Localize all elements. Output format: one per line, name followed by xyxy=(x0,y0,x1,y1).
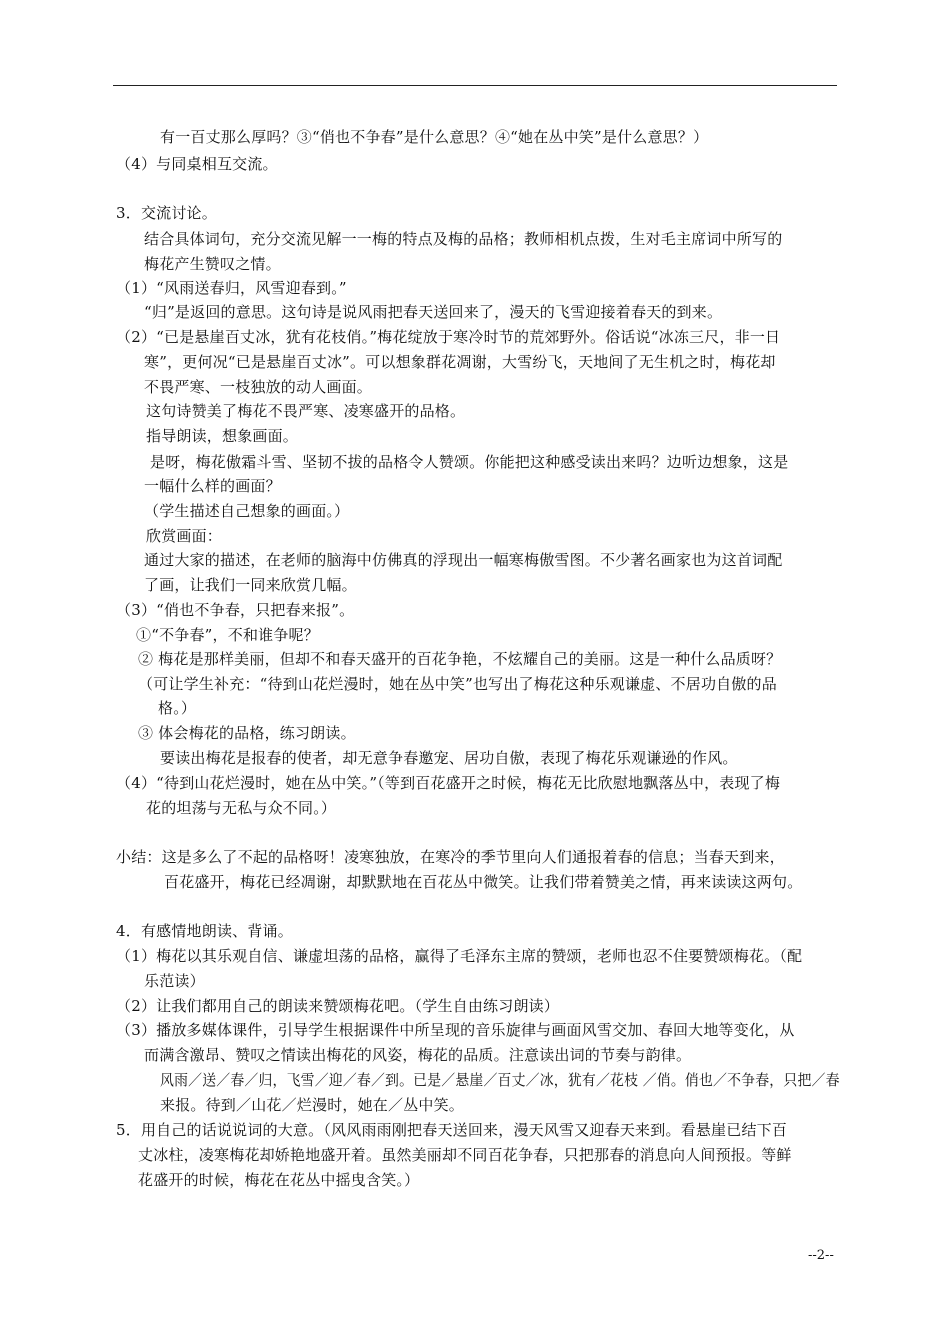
text-line: （1）梅花以其乐观自信、谦虚坦荡的品格，赢得了毛泽东主席的赞颂，老师也忍不住要赞颂梅花。（配 xyxy=(116,947,803,965)
text-line: 要读出梅花是报春的使者，却无意争春邀宠、居功自傲，表现了梅花乐观谦逊的作风。 xyxy=(160,749,738,767)
text-line: 格。） xyxy=(158,699,197,717)
text-line: 是呀，梅花傲霜斗雪、坚韧不拔的品格令人赞颂。你能把这种感受读出来吗？边听边想象，这是 xyxy=(150,453,789,471)
text-line: 而满含激昂、赞叹之情读出梅花的风姿，梅花的品质。注意读出词的节奏与韵律。 xyxy=(144,1046,692,1064)
text-line: 欣赏画面： xyxy=(146,527,223,545)
text-line: 有一百丈那么厚吗？③“俏也不争春”是什么意思？④“她在丛中笑”是什么意思？） xyxy=(160,128,709,146)
text-line: （3）“俏也不争春，只把春来报”。 xyxy=(116,601,355,619)
text-line: 花盛开的时候，梅花在花丛中摇曳含笑。） xyxy=(138,1171,420,1189)
text-line: （4）“待到山花烂漫时，她在丛中笑。”（等到百花盛开之时候，梅花无比欣慰地飘落丛中，表现了梅 xyxy=(116,774,781,792)
text-line: 梅花产生赞叹之情。 xyxy=(144,255,281,273)
text-line: 不畏严寒、一枝独放的动人画面。 xyxy=(144,378,373,396)
text-line: （1）“风雨送春归，风雪迎春到。” xyxy=(116,279,347,297)
text-line: ② 梅花是那样美丽，但却不和春天盛开的百花争艳，不炫耀自己的美丽。这是一种什么品质呀？ xyxy=(138,650,782,668)
heading: 3．交流讨论。 xyxy=(116,204,217,222)
text-line: 来报。待到／山花／烂漫时，她在／丛中笑。 xyxy=(160,1096,465,1114)
page-number: --2-- xyxy=(808,1248,834,1263)
text-line: 一幅什么样的画面？ xyxy=(144,477,281,495)
text-line: 丈冰柱，凌寒梅花却娇艳地盛开着。虽然美丽却不同百花争春，只把那春的消息向人间预报。等鲜 xyxy=(138,1146,792,1164)
text-line: 通过大家的描述，在老师的脑海中仿佛真的浮现出一幅寒梅傲雪图。不少著名画家也为这首词配 xyxy=(144,551,783,569)
text-line: 乐范读） xyxy=(144,972,205,990)
heading: 4．有感情地朗读、背诵。 xyxy=(116,922,293,940)
text-line: （4）与同桌相互交流。 xyxy=(116,155,278,173)
heading: 5．用自己的话说说词的大意。（风风雨雨刚把春天送回来，漫天风雪又迎春天来到。看悬崖已结下百 xyxy=(116,1121,788,1139)
text-line: 结合具体词句，充分交流见解一一梅的特点及梅的品格；教师相机点拨，生对毛主席词中所写的 xyxy=(144,230,783,248)
text-line: “归”是返回的意思。这句诗是说风雨把春天送回来了，漫天的飞雪迎接着春天的到来。 xyxy=(144,303,723,321)
text-line: 了画，让我们一同来欣赏几幅。 xyxy=(144,576,357,594)
text-line: ①“不争春”，不和谁争呢？ xyxy=(136,626,319,644)
summary-line: 小结：这是多么了不起的品格呀！凌寒独放，在寒冷的季节里向人们通报着春的信息；当春天到来， xyxy=(116,848,785,866)
text-line: 寒”，更何况“已是悬崖百丈冰”。可以想象群花凋谢，大雪纷飞，天地间了无生机之时，梅花却 xyxy=(144,353,776,371)
header-rule xyxy=(113,85,837,86)
text-line: （可让学生补充：“待到山花烂漫时，她在丛中笑”也写出了梅花这种乐观谦虚、不居功自傲的品 xyxy=(138,675,777,693)
text-line: （2）让我们都用自己的朗读来赞颂梅花吧。（学生自由练习朗读） xyxy=(116,997,560,1015)
text-line: ③ 体会梅花的品格，练习朗读。 xyxy=(138,724,356,742)
text-line: 花的坦荡与无私与众不同。） xyxy=(146,799,337,817)
text-line: （2）“已是悬崖百丈冰，犹有花枝俏。”梅花绽放于寒冷时节的荒郊野外。俗话说“冰冻三尺，非一日 xyxy=(116,328,781,346)
text-line: （学生描述自己想象的画面。） xyxy=(144,502,350,520)
text-line: 指导朗读，想象画面。 xyxy=(146,427,299,445)
text-line: 这句诗赞美了梅花不畏严寒、凌寒盛开的品格。 xyxy=(146,402,466,420)
summary-line: 百花盛开，梅花已经凋谢，却默默地在百花丛中微笑。让我们带着赞美之情，再来读读这两句。 xyxy=(164,873,803,891)
text-line: （3）播放多媒体课件，引导学生根据课件中所呈现的音乐旋律与画面风雪交加、春回大地等变化，从 xyxy=(116,1021,795,1039)
text-line: 风雨／送／春／归，飞雪／迎／春／到。已是／悬崖／百丈／冰，犹有／花枝 ／俏。俏也／不争春，只把／春 xyxy=(160,1071,840,1089)
